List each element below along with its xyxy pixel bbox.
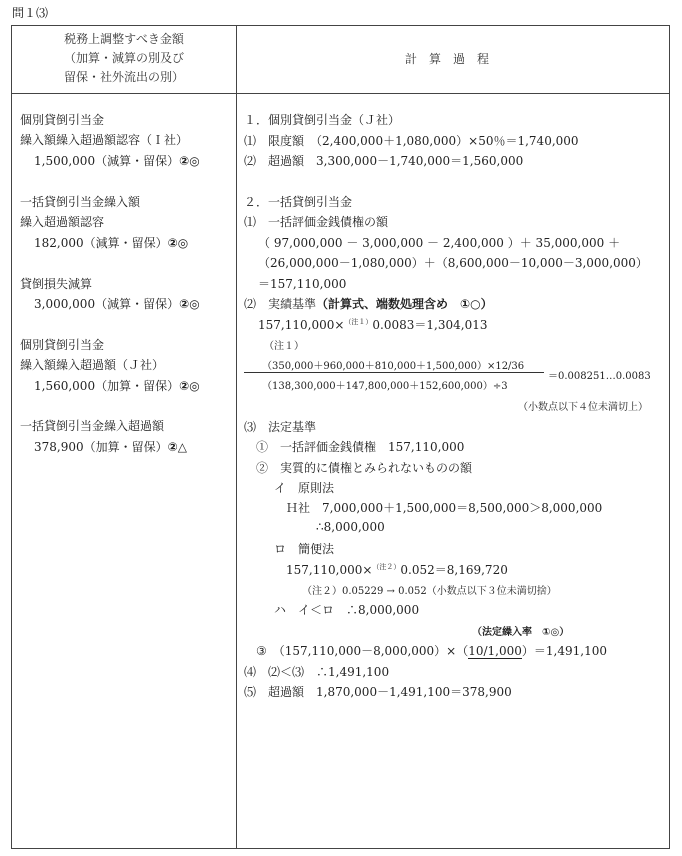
calc-simple-title: ロ 簡便法 bbox=[274, 542, 335, 556]
calc-simple-line bbox=[286, 561, 508, 578]
left-item-5-amount bbox=[34, 438, 187, 455]
left-item-1-amount bbox=[34, 152, 200, 169]
calc-s2-2-note-ref: （注１） bbox=[344, 318, 373, 326]
calc-note2: （注２）0.05229 → 0.052（小数点以下３位未満切捨） bbox=[302, 586, 557, 597]
left-item-3-amount-text: 3,000,000（減算・留保） bbox=[34, 297, 180, 311]
calc-s1-title: １．個別貸倒引当金（Ｊ社） bbox=[244, 113, 401, 127]
left-header-line2: （加算・減算の別及び bbox=[63, 51, 184, 65]
left-item-3-mark: ②◎ bbox=[179, 297, 200, 311]
left-header-line1: 税務上調整すべき金額 bbox=[64, 32, 184, 46]
answer-table bbox=[11, 25, 670, 849]
left-item-3-line1: 貸倒損失減算 bbox=[20, 277, 93, 291]
calc-s2-1c: ＝157,110,000 bbox=[258, 277, 347, 291]
left-column-header bbox=[12, 30, 236, 87]
calc-simple-line-b: 0.052＝8,169,720 bbox=[400, 563, 508, 577]
left-header-line3: 留保・社外流出の別） bbox=[63, 70, 184, 84]
fraction-result: ＝0.008251…0.0083 bbox=[548, 371, 651, 382]
calc-principle-title: イ 原則法 bbox=[274, 481, 335, 495]
fraction-line bbox=[244, 372, 544, 373]
calc-s2-3: ⑶ 法定基準 bbox=[244, 420, 317, 434]
left-item-1-line2: 繰入額繰入超過額認容（Ｉ社） bbox=[20, 133, 189, 147]
right-column-header: 計算過程 bbox=[404, 52, 501, 66]
question-title: 問１⑶ bbox=[12, 6, 49, 20]
calc-s2-2-formula bbox=[258, 316, 487, 333]
calc-s2-2-formula-a: 157,110,000× bbox=[258, 318, 345, 332]
left-item-5-line1: 一括貸倒引当金繰入超過額 bbox=[20, 419, 165, 433]
calc-s2-title: ２．一括貸倒引当金 bbox=[244, 195, 353, 209]
calc-s2-4: ⑷ ⑵＜⑶ ∴1,491,100 bbox=[244, 665, 390, 679]
calc-s2-5: ⑸ 超過額 1,870,000－1,491,100＝378,900 bbox=[244, 685, 512, 699]
calc-principle-line: Ｈ社 7,000,000＋1,500,000＝8,500,000＞8,000,000 bbox=[286, 501, 603, 515]
calc-s2-3-3-pre: ③ （157,110,000－8,000,000）×（ bbox=[256, 644, 469, 658]
calc-s2-2-label: ⑵ 実績基準 bbox=[244, 297, 317, 311]
calc-s1-limit: ⑴ 限度額 （2,400,000＋1,080,000）×50％＝1,740,000 bbox=[244, 134, 579, 148]
left-item-4-mark: ②◎ bbox=[179, 379, 200, 393]
left-item-1-mark: ②◎ bbox=[179, 154, 200, 168]
left-item-2-amount-text: 182,000（減算・留保） bbox=[34, 236, 168, 250]
left-item-4-amount-text: 1,560,000（加算・留保） bbox=[34, 379, 180, 393]
calc-simple-note-ref: （注２） bbox=[372, 563, 401, 571]
left-item-5-amount-text: 378,900（加算・留保） bbox=[34, 440, 168, 454]
calc-note1-label: （注１） bbox=[264, 341, 304, 352]
fraction-numerator: （350,000＋960,000＋810,000＋1,500,000）×12/36 bbox=[262, 361, 525, 372]
calc-principle-result: ∴8,000,000 bbox=[316, 520, 385, 534]
left-item-2-amount bbox=[34, 234, 188, 251]
calc-s2-2-scoring: （計算式、端数処理含め ①○） bbox=[316, 297, 493, 311]
legal-rate-scoring: （法定繰入率 ①◎） bbox=[472, 627, 570, 638]
left-item-1-amount-text: 1,500,000（減算・留保） bbox=[34, 154, 180, 168]
left-item-2-line2: 繰入超過額認容 bbox=[20, 215, 105, 229]
calc-s1-excess: ⑵ 超過額 3,300,000－1,740,000＝1,560,000 bbox=[244, 154, 524, 168]
left-item-3-amount bbox=[34, 295, 200, 312]
left-item-4-line2: 繰入額繰入超過額（Ｊ社） bbox=[20, 358, 165, 372]
calc-s2-3-2: ② 実質的に債権とみられないものの額 bbox=[256, 461, 473, 475]
calc-s2-1a: （ 97,000,000 － 3,000,000 － 2,400,000 ）＋ 35,000,000 ＋ bbox=[258, 236, 621, 250]
fraction-rounding-note: （小数点以下４位未満切上） bbox=[518, 402, 648, 413]
calc-s2-3-3-post: ）＝1,491,100 bbox=[521, 644, 607, 658]
calc-simple-line-a: 157,110,000× bbox=[286, 563, 373, 577]
calc-s2-1b: （26,000,000－1,080,000）＋（8,600,000－10,000－3,000,000） bbox=[258, 256, 648, 270]
left-item-2-mark: ②◎ bbox=[167, 236, 189, 250]
legal-rate-value: 10/1,000 bbox=[468, 644, 522, 658]
calc-s2-3-3 bbox=[256, 642, 607, 659]
calc-compare-line: ハ イ＜ロ ∴8,000,000 bbox=[274, 603, 420, 617]
left-item-5-mark: ②△ bbox=[167, 440, 188, 454]
left-item-1-line1: 個別貸倒引当金 bbox=[20, 113, 105, 127]
calc-s2-1: ⑴ 一括評価金銭債権の額 bbox=[244, 215, 389, 229]
fraction-denominator: （138,300,000＋147,800,000＋152,600,000）÷3 bbox=[262, 381, 508, 392]
header-divider bbox=[12, 93, 669, 94]
left-item-4-line1: 個別貸倒引当金 bbox=[20, 338, 105, 352]
calc-s2-2 bbox=[244, 295, 493, 312]
column-divider bbox=[236, 26, 237, 848]
calc-s2-2-formula-b: 0.0083＝1,304,013 bbox=[372, 318, 488, 332]
left-item-4-amount bbox=[34, 377, 200, 394]
calc-s2-3-1: ① 一括評価金銭債権 157,110,000 bbox=[256, 440, 465, 454]
left-item-2-line1: 一括貸倒引当金繰入額 bbox=[20, 195, 141, 209]
